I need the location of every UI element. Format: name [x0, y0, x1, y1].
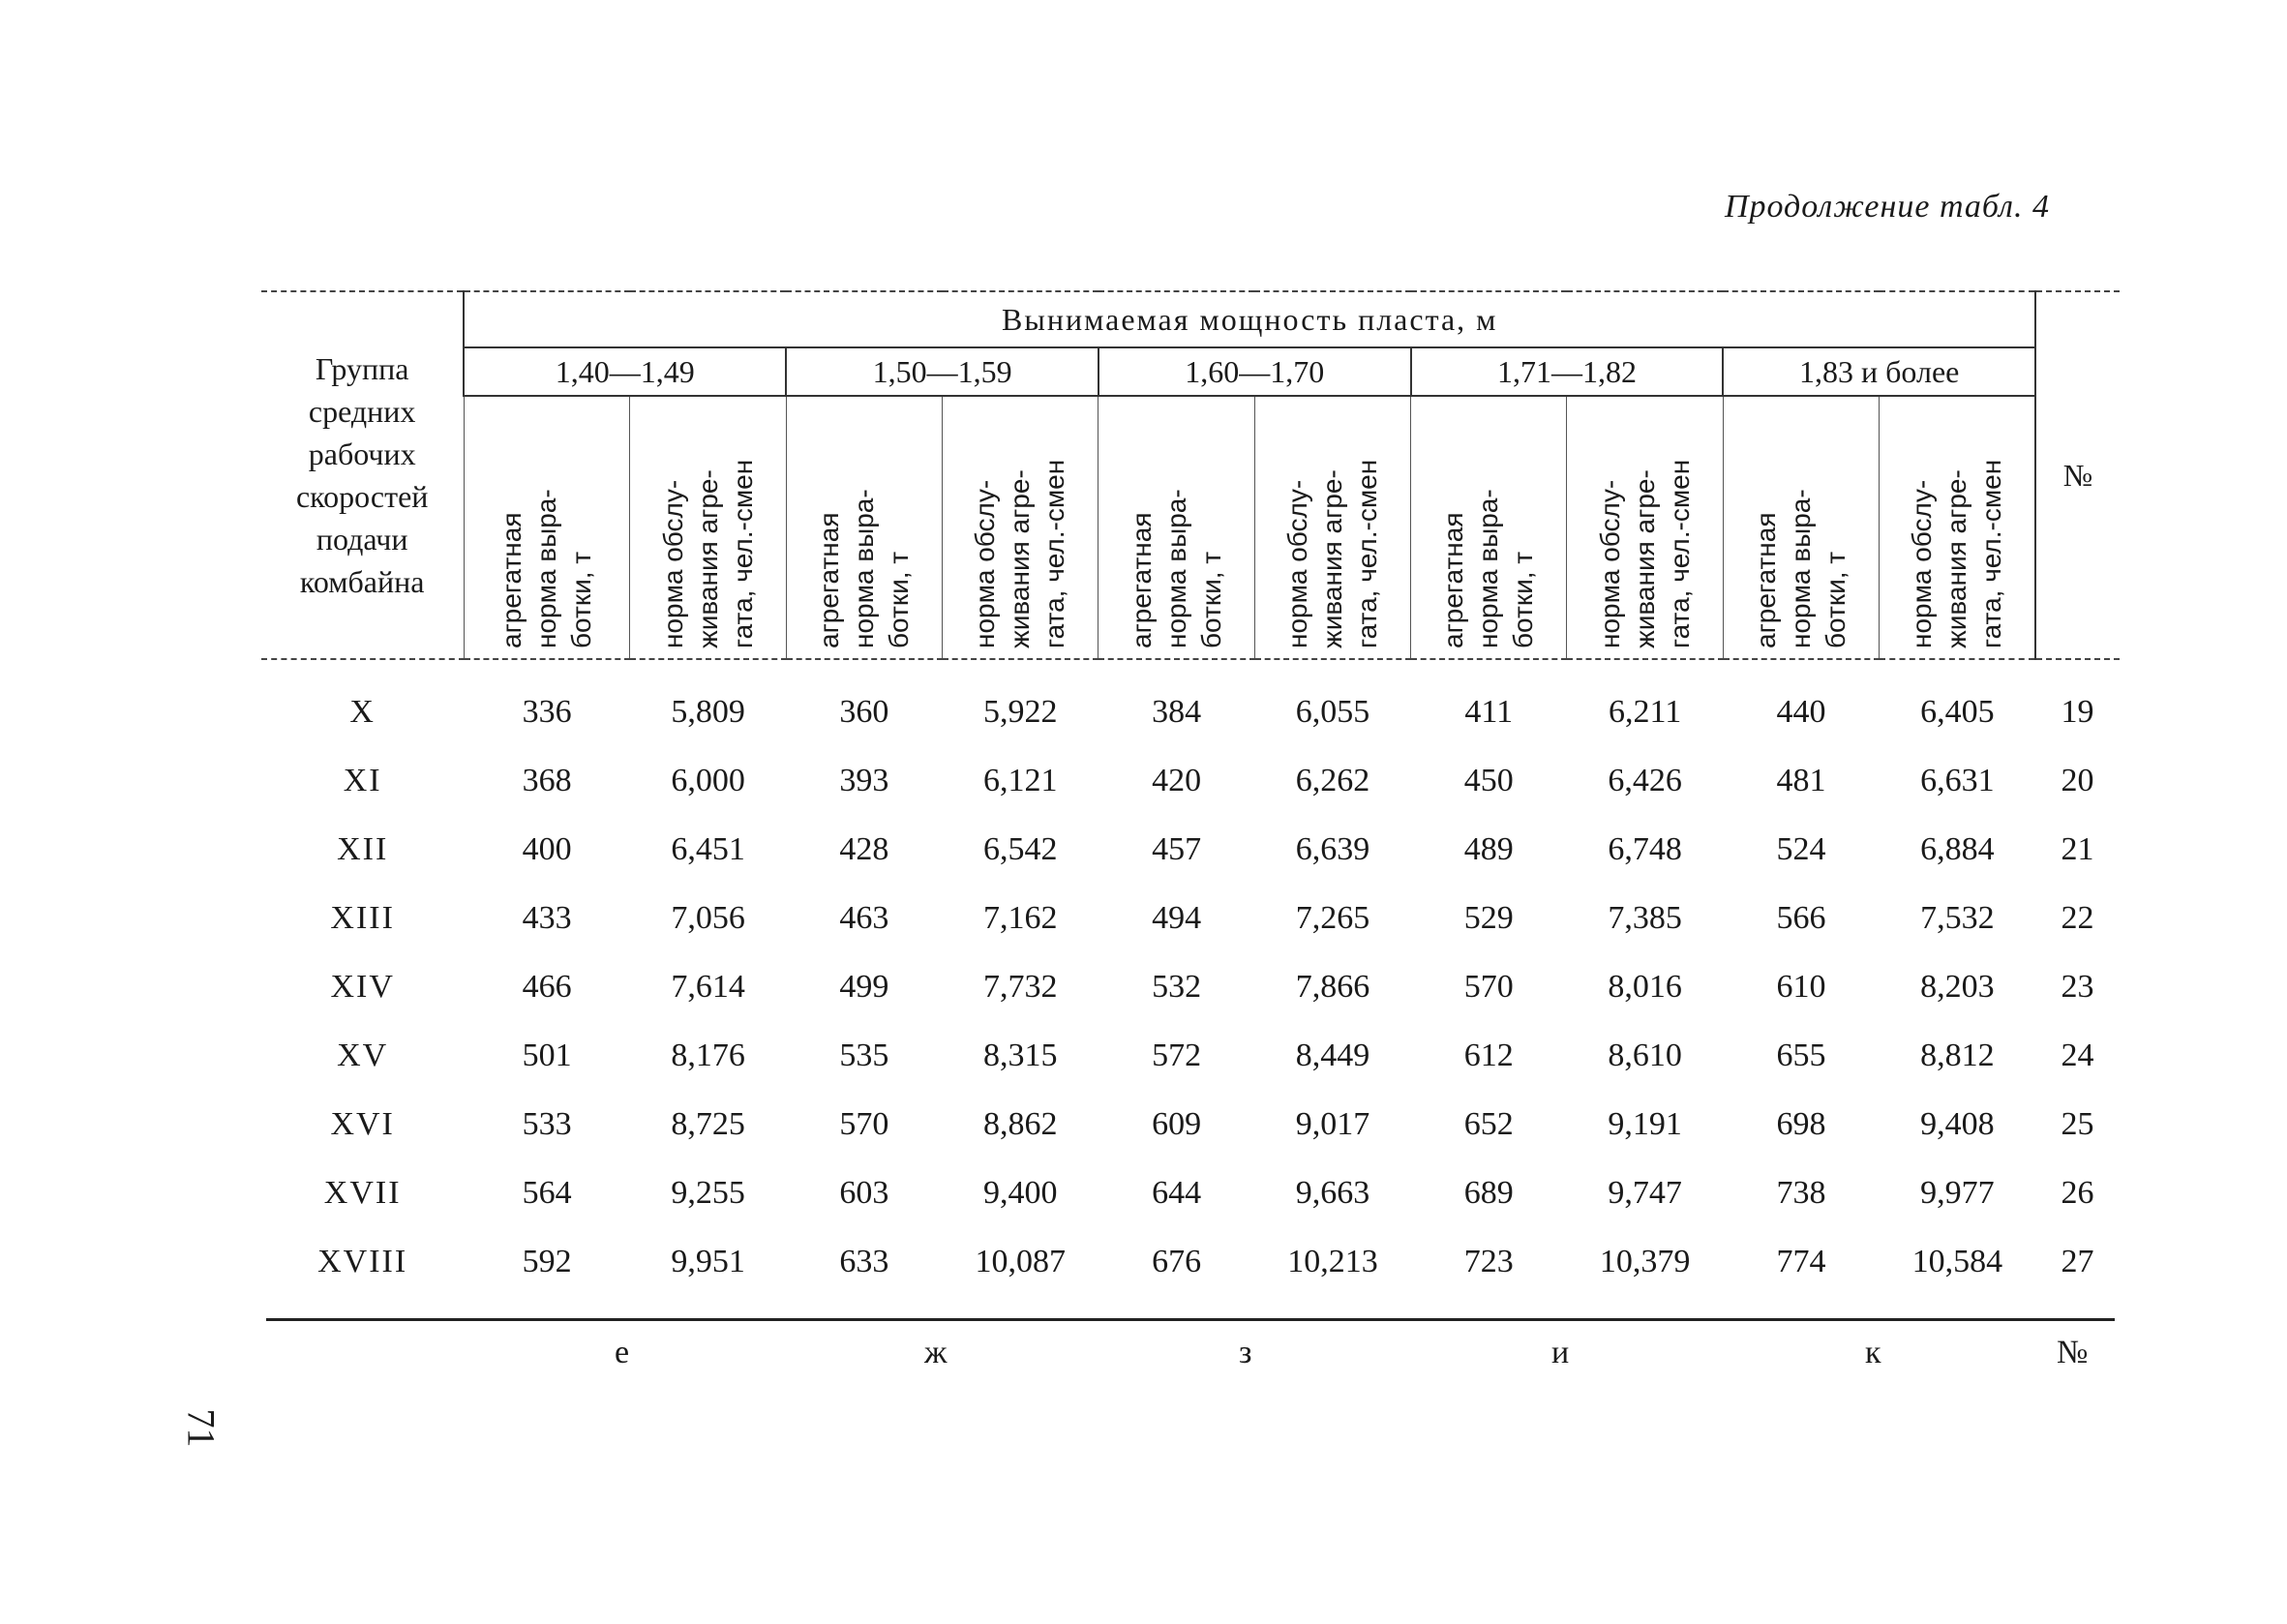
table-row [261, 952, 2120, 1021]
col-header-output [1411, 396, 1567, 659]
range-header-5: 1,83 и более [1723, 347, 2035, 396]
service-norm-cell: 7,732 [983, 968, 1058, 1005]
table-footer [266, 1318, 2115, 1389]
footer-number-label: № [2057, 1335, 2089, 1370]
output-norm-cell: 698 [1776, 1105, 1826, 1142]
group-header-line: средних [308, 394, 416, 429]
service-norm-cell: 7,056 [671, 899, 745, 936]
service-norm-cell: 7,265 [1295, 899, 1370, 936]
row-number-cell: 22 [2061, 899, 2094, 936]
output-norm-cell: 564 [522, 1174, 572, 1211]
output-norm-cell: 566 [1776, 899, 1826, 936]
col-header-service-text: норма обслу- живания агре- гата, чел.-смен [1281, 459, 1382, 648]
service-norm-cell: 6,451 [671, 830, 745, 867]
output-norm-cell: 433 [522, 899, 572, 936]
service-norm-cell: 9,255 [671, 1174, 745, 1211]
number-header: № [2035, 291, 2120, 659]
output-norm-cell: 440 [1776, 693, 1826, 730]
output-norm-cell: 420 [1152, 762, 1202, 798]
service-norm-cell: 6,262 [1295, 762, 1370, 798]
service-norm-cell: 7,866 [1295, 968, 1370, 1005]
col-header-output-text: агрегатная норма выра- ботки, т [1750, 489, 1851, 648]
service-norm-cell: 8,610 [1608, 1037, 1682, 1073]
footer-letter: к [1865, 1335, 1881, 1370]
row-number-cell: 19 [2061, 693, 2094, 730]
service-norm-cell: 6,121 [983, 762, 1058, 798]
service-norm-cell: 10,087 [975, 1243, 1067, 1279]
service-norm-cell: 9,663 [1295, 1174, 1370, 1211]
group-cell: XIII [330, 899, 395, 936]
output-norm-cell: 428 [839, 830, 889, 867]
output-norm-cell: 723 [1463, 1243, 1514, 1279]
service-norm-cell: 8,203 [1920, 968, 1995, 1005]
output-norm-cell: 393 [839, 762, 889, 798]
col-header-output-text: агрегатная норма выра- ботки, т [1126, 489, 1226, 648]
output-norm-cell: 774 [1776, 1243, 1826, 1279]
output-norm-cell: 457 [1152, 830, 1202, 867]
service-norm-cell: 9,977 [1920, 1174, 1995, 1211]
service-norm-cell: 6,000 [671, 762, 745, 798]
group-cell: XII [337, 830, 389, 867]
output-norm-cell: 450 [1463, 762, 1514, 798]
col-header-service [630, 396, 786, 659]
row-number-cell: 27 [2061, 1243, 2094, 1279]
table-body [261, 659, 2120, 1296]
service-norm-cell: 6,405 [1920, 693, 1995, 730]
col-header-output [786, 396, 942, 659]
service-norm-cell: 9,191 [1608, 1105, 1682, 1142]
output-norm-cell: 524 [1776, 830, 1826, 867]
output-norm-cell: 481 [1776, 762, 1826, 798]
output-norm-cell: 400 [522, 830, 572, 867]
col-header-service-text: норма обслу- живания агре- гата, чел.-смен [970, 459, 1070, 648]
col-header-service [1567, 396, 1723, 659]
output-norm-cell: 603 [839, 1174, 889, 1211]
group-header-line: рабочих [308, 436, 416, 471]
col-header-output [1723, 396, 1879, 659]
service-norm-cell: 10,584 [1911, 1243, 2003, 1279]
service-norm-cell: 7,532 [1920, 899, 1995, 936]
range-header-2: 1,50—1,59 [786, 347, 1098, 396]
service-norm-cell: 5,809 [671, 693, 745, 730]
col-header-service [1254, 396, 1410, 659]
output-norm-cell: 612 [1463, 1037, 1514, 1073]
table-row [261, 815, 2120, 884]
output-norm-cell: 610 [1776, 968, 1826, 1005]
output-norm-cell: 501 [522, 1037, 572, 1073]
service-norm-cell: 10,379 [1599, 1243, 1691, 1279]
output-norm-cell: 535 [839, 1037, 889, 1073]
output-norm-cell: 609 [1152, 1105, 1202, 1142]
group-cell: XVII [323, 1174, 402, 1211]
range-header-1: 1,40—1,49 [464, 347, 786, 396]
row-number-cell: 21 [2061, 830, 2094, 867]
table-row [261, 884, 2120, 952]
group-header-line: скоростей [295, 479, 429, 514]
output-norm-cell: 360 [839, 693, 889, 730]
footer-letter: и [1551, 1335, 1570, 1370]
output-norm-cell: 533 [522, 1105, 572, 1142]
group-cell: XI [343, 762, 382, 798]
output-norm-cell: 676 [1152, 1243, 1202, 1279]
service-norm-cell: 6,639 [1295, 830, 1370, 867]
service-norm-cell: 8,016 [1608, 968, 1682, 1005]
service-norm-cell: 8,176 [671, 1037, 745, 1073]
service-norm-cell: 6,426 [1608, 762, 1682, 798]
output-norm-cell: 570 [1463, 968, 1514, 1005]
service-norm-cell: 6,631 [1920, 762, 1995, 798]
output-norm-cell: 633 [839, 1243, 889, 1279]
footer-letter: ж [924, 1335, 948, 1370]
group-header-line: комбайна [299, 564, 425, 599]
col-header-output-text: агрегатная норма выра- ботки, т [497, 489, 597, 648]
service-norm-cell: 9,951 [671, 1243, 745, 1279]
service-norm-cell: 8,812 [1920, 1037, 1995, 1073]
col-header-service [943, 396, 1098, 659]
service-norm-cell: 7,162 [983, 899, 1058, 936]
group-cell: XIV [330, 968, 395, 1005]
table-row [261, 1158, 2120, 1227]
output-norm-cell: 336 [522, 693, 572, 730]
table-row [261, 1090, 2120, 1158]
table-row [261, 677, 2120, 746]
service-norm-cell: 9,408 [1920, 1105, 1995, 1142]
table-caption: Продолжение табл. 4 [1724, 189, 2050, 225]
group-cell: XV [337, 1037, 389, 1073]
service-norm-cell: 6,542 [983, 830, 1058, 867]
output-norm-cell: 494 [1152, 899, 1202, 936]
row-number-cell: 20 [2061, 762, 2094, 798]
output-norm-cell: 652 [1463, 1105, 1514, 1142]
col-header-service-text: норма обслу- живания агре- гата, чел.-смен [1594, 459, 1695, 648]
service-norm-cell: 8,315 [983, 1037, 1058, 1073]
service-norm-cell: 7,614 [671, 968, 745, 1005]
service-norm-cell: 9,747 [1608, 1174, 1682, 1211]
output-norm-cell: 466 [522, 968, 572, 1005]
service-norm-cell: 6,211 [1609, 693, 1682, 730]
output-norm-cell: 532 [1152, 968, 1202, 1005]
output-norm-cell: 499 [839, 968, 889, 1005]
service-norm-cell: 8,449 [1295, 1037, 1370, 1073]
output-norm-cell: 738 [1776, 1174, 1826, 1211]
group-header-line: Группа [315, 351, 409, 386]
col-header-service [1880, 396, 2035, 659]
norms-table [261, 290, 2120, 1296]
output-norm-cell: 592 [522, 1243, 572, 1279]
service-norm-cell: 6,055 [1295, 693, 1370, 730]
output-norm-cell: 411 [1464, 693, 1514, 730]
col-header-output-text: агрегатная норма выра- ботки, т [813, 489, 914, 648]
output-norm-cell: 384 [1152, 693, 1202, 730]
col-header-output [1098, 396, 1254, 659]
footer-letter: з [1239, 1335, 1252, 1370]
table-row [261, 1227, 2120, 1296]
col-header-service-text: норма обслу- живания агре- гата, чел.-смен [1907, 459, 2007, 648]
col-header-output-text: агрегатная норма выра- ботки, т [1438, 489, 1539, 648]
row-number-cell: 26 [2061, 1174, 2094, 1211]
group-header [261, 291, 464, 659]
row-number-cell: 23 [2061, 968, 2094, 1005]
service-norm-cell: 9,400 [983, 1174, 1058, 1211]
table-row [261, 1021, 2120, 1090]
output-norm-cell: 463 [839, 899, 889, 936]
table-row [261, 746, 2120, 815]
row-number-cell: 25 [2061, 1105, 2094, 1142]
output-norm-cell: 529 [1463, 899, 1514, 936]
service-norm-cell: 7,385 [1608, 899, 1682, 936]
output-norm-cell: 572 [1152, 1037, 1202, 1073]
output-norm-cell: 368 [522, 762, 572, 798]
range-header-3: 1,60—1,70 [1098, 347, 1411, 396]
row-number-cell: 24 [2061, 1037, 2094, 1073]
service-norm-cell: 5,922 [983, 693, 1058, 730]
thickness-super-header: Вынимаемая мощность пласта, м [464, 291, 2035, 347]
output-norm-cell: 644 [1152, 1174, 1202, 1211]
service-norm-cell: 6,884 [1920, 830, 1995, 867]
service-norm-cell: 8,862 [983, 1105, 1058, 1142]
output-norm-cell: 570 [839, 1105, 889, 1142]
service-norm-cell: 6,748 [1608, 830, 1682, 867]
page-number: 71 [179, 1408, 224, 1448]
group-cell: X [349, 693, 376, 730]
service-norm-cell: 9,017 [1295, 1105, 1370, 1142]
output-norm-cell: 689 [1463, 1174, 1514, 1211]
service-norm-cell: 8,725 [671, 1105, 745, 1142]
footer-letter: е [615, 1335, 630, 1370]
service-norm-cell: 10,213 [1287, 1243, 1378, 1279]
group-cell: XVIII [317, 1243, 408, 1279]
output-norm-cell: 489 [1463, 830, 1514, 867]
range-header-4: 1,71—1,82 [1411, 347, 1724, 396]
output-norm-cell: 655 [1776, 1037, 1826, 1073]
group-header-line: подачи [316, 522, 408, 556]
group-cell: XVI [330, 1105, 395, 1142]
col-header-service-text: норма обслу- живания агре- гата, чел.-смен [657, 459, 758, 648]
col-header-output [464, 396, 630, 659]
